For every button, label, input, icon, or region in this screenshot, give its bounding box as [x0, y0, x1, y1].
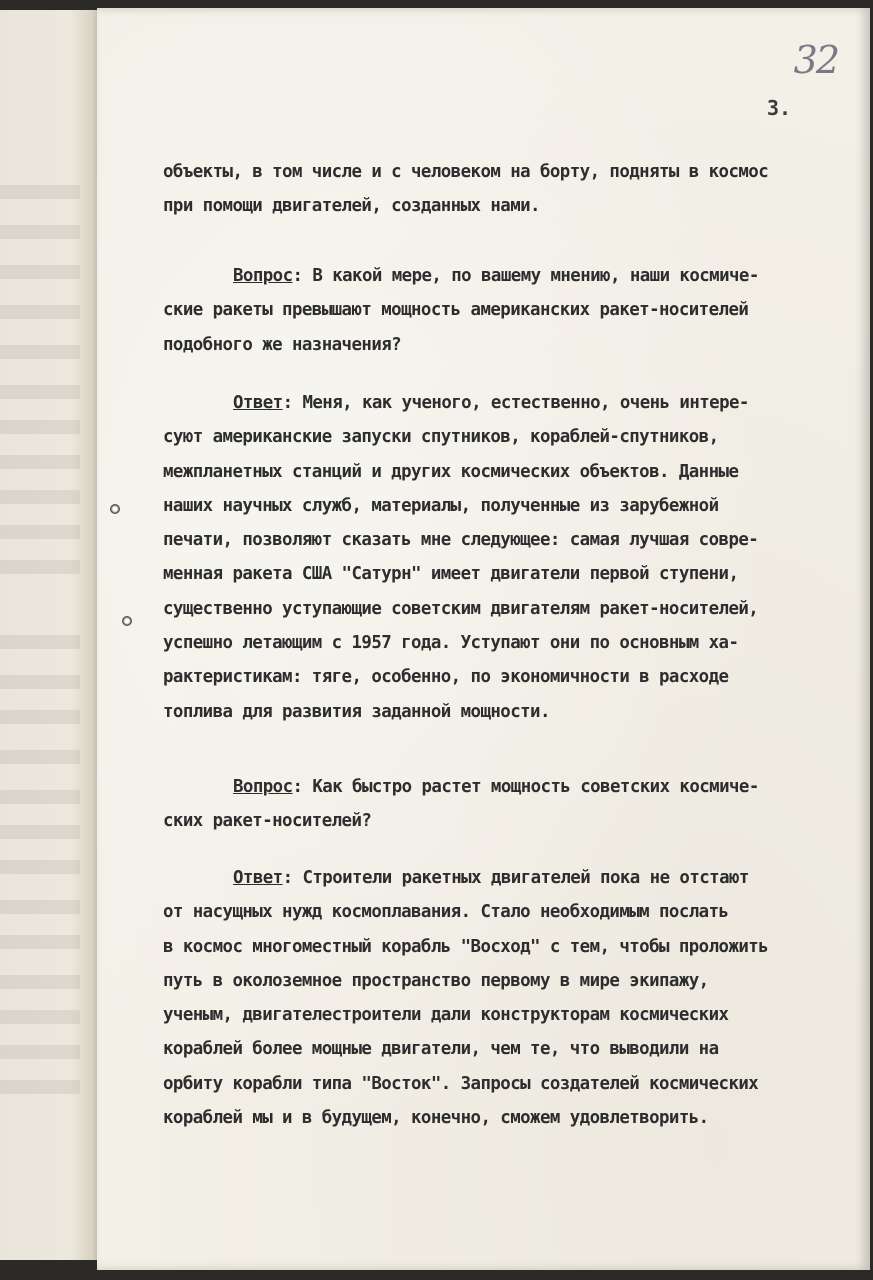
- punch-hole: [110, 504, 120, 514]
- text-line: путь в околоземное пространство первому в мире экипажу,: [163, 970, 709, 991]
- bleed-through-text: [0, 790, 80, 804]
- bleed-through-text: [0, 635, 80, 649]
- bleed-through-text: [0, 1080, 80, 1094]
- question-label: Вопрос: [233, 266, 293, 286]
- text-line: ученым, двигателестроители дали конструкторам космических: [163, 1005, 729, 1026]
- answer-label: Ответ: [233, 393, 283, 413]
- question-paragraph: [163, 259, 853, 362]
- text-line: успешно летающим с 1957 года. Уступают они по основным ха-: [163, 633, 739, 654]
- text-line: наших научных служб, материалы, полученные из зарубежной: [163, 495, 719, 516]
- answer-paragraph: [163, 861, 853, 1135]
- text-line: кораблей более мощные двигатели, чем те, что выводили на: [163, 1039, 719, 1060]
- text-line: [163, 386, 853, 420]
- answer-text: : Строители ракетных двигателей пока не отстают: [282, 868, 749, 888]
- paragraph-continuation: [163, 155, 853, 224]
- bleed-through-text: [0, 560, 80, 574]
- bleed-through-text: [0, 525, 80, 539]
- bleed-through-text: [0, 225, 80, 239]
- punch-hole: [122, 616, 132, 626]
- text-line: подобного же назначения?: [163, 334, 402, 355]
- bleed-through-text: [0, 710, 80, 724]
- text-line: межпланетных станций и других космических объектов. Данные: [163, 461, 739, 482]
- bleed-through-text: [0, 750, 80, 764]
- text-line: ских ракет-носителей?: [163, 811, 372, 832]
- bleed-through-text: [0, 385, 80, 399]
- text-line: ские ракеты превышают мощность американских ракет-носителей: [163, 300, 749, 321]
- question-label: Вопрос: [233, 777, 293, 797]
- bleed-through-text: [0, 935, 80, 949]
- answer-label: Ответ: [233, 868, 283, 888]
- text-line: при помощи двигателей, созданных нами.: [163, 196, 540, 217]
- bleed-through-text: [0, 900, 80, 914]
- text-line: топлива для развития заданной мощности.: [163, 701, 550, 722]
- text-line: в космос многоместный корабль "Восход" с тем, чтобы проложить: [163, 936, 769, 957]
- bleed-through-text: [0, 825, 80, 839]
- text-line: [163, 861, 853, 895]
- question-paragraph: [163, 770, 853, 839]
- bleed-through-text: [0, 345, 80, 359]
- handwritten-page-number: 32: [793, 38, 838, 82]
- text-line: менная ракета США "Сатурн" имеет двигатели первой ступени,: [163, 564, 739, 585]
- text-line: объекты, в том числе и с человеком на борту, подняты в космос: [163, 162, 769, 182]
- bleed-through-text: [0, 675, 80, 689]
- bleed-through-text: [0, 860, 80, 874]
- bleed-through-text: [0, 1045, 80, 1059]
- question-text: : В какой мере, по вашему мнению, наши космиче-: [292, 266, 759, 286]
- bleed-through-text: [0, 185, 80, 199]
- bleed-through-text: [0, 420, 80, 434]
- text-line: орбиту корабли типа "Восток". Запросы создателей космических: [163, 1073, 759, 1094]
- underlying-page: [0, 10, 100, 1260]
- bleed-through-text: [0, 305, 80, 319]
- text-line: существенно уступающие советским двигателям ракет-носителей,: [163, 598, 759, 619]
- bleed-through-text: [0, 975, 80, 989]
- text-line: [163, 770, 853, 804]
- bleed-through-text: [0, 1010, 80, 1024]
- bleed-through-text: [0, 265, 80, 279]
- text-line: от насущных нужд космоплавания. Стало необходимым послать: [163, 902, 729, 923]
- answer-text: : Меня, как ученого, естественно, очень интере-: [282, 393, 749, 413]
- text-line: суют американские запуски спутников, кораблей-спутников,: [163, 427, 719, 448]
- question-text: : Как быстро растет мощность советских космиче-: [292, 777, 759, 797]
- text-line: печати, позволяют сказать мне следующее: самая лучшая совре-: [163, 530, 759, 551]
- bleed-through-text: [0, 455, 80, 469]
- text-line: рактеристикам: тяге, особенно, по экономичности в расходе: [163, 667, 729, 688]
- answer-paragraph: [163, 386, 853, 729]
- text-line: кораблей мы и в будущем, конечно, сможем удовлетворить.: [163, 1108, 709, 1129]
- bleed-through-text: [0, 490, 80, 504]
- typed-page-number: 3.: [767, 96, 792, 120]
- text-line: [163, 259, 853, 293]
- document-page: [97, 8, 870, 1270]
